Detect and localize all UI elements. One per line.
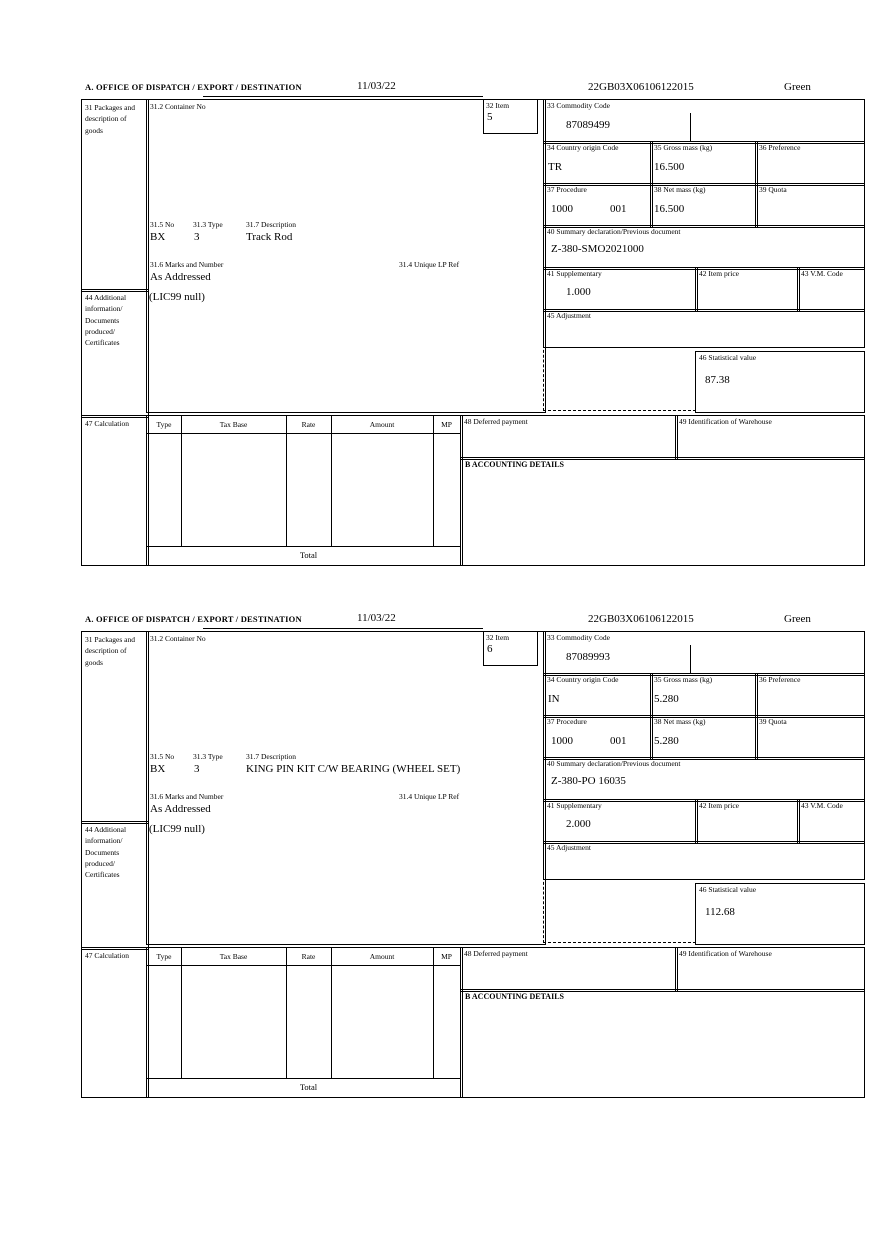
table-total-label: Total bbox=[299, 1082, 318, 1092]
commodity-code-value: 87089993 bbox=[566, 651, 610, 663]
procedure-value: 1000 bbox=[551, 203, 573, 215]
box37-label: 37 Procedure bbox=[547, 185, 587, 194]
box31-7-label: 31.7 Description bbox=[246, 220, 296, 229]
table-header-tax-base: Tax Base bbox=[219, 952, 248, 961]
header-underline bbox=[203, 96, 483, 97]
box46-label: 46 Statistical value bbox=[699, 885, 757, 894]
table-column-rule bbox=[286, 416, 287, 546]
box45-label: 45 Adjustment bbox=[547, 311, 591, 320]
box31-label: 31 Packages and description of goods bbox=[85, 103, 135, 135]
box34-label: 34 Country origin Code bbox=[547, 143, 619, 152]
country-origin-value: TR bbox=[548, 161, 563, 173]
box31-label: 31 Packages and description of goods bbox=[85, 635, 135, 667]
office-of-dispatch-label: A. OFFICE OF DISPATCH / EXPORT / DESTINATION bbox=[85, 82, 302, 92]
table-column-rule bbox=[331, 416, 332, 546]
procedure-ext-value: 001 bbox=[610, 735, 627, 747]
accounting-details-label: B ACCOUNTING DETAILS bbox=[465, 992, 564, 1001]
gross-mass-value: 16.500 bbox=[654, 161, 685, 173]
table-header-rule bbox=[147, 433, 460, 434]
office-of-dispatch-label: A. OFFICE OF DISPATCH / EXPORT / DESTINATION bbox=[85, 614, 302, 624]
box31-7-label: 31.7 Description bbox=[246, 752, 296, 761]
box33-divider-rule bbox=[690, 113, 691, 141]
box38-label: 38 Net mass (kg) bbox=[654, 185, 706, 194]
routing-status: Green bbox=[784, 613, 811, 625]
box45-label: 45 Adjustment bbox=[547, 843, 591, 852]
declaration-reference: 22GB03X06106122015 bbox=[588, 81, 694, 93]
declaration-item-section bbox=[81, 610, 863, 1097]
box31-5-label: 31.5 No bbox=[150, 220, 175, 229]
accounting-details-cell bbox=[460, 989, 865, 1098]
box47-label: 47 Calculation bbox=[85, 951, 129, 960]
box36-label: 36 Preference bbox=[759, 143, 801, 152]
supplementary-units-value: 1.000 bbox=[566, 286, 591, 298]
box38-label: 38 Net mass (kg) bbox=[654, 717, 706, 726]
box31-goods-area bbox=[146, 631, 546, 945]
marks-and-number-value: As Addressed bbox=[150, 803, 211, 815]
box31-6-label: 31.6 Marks and Number bbox=[150, 792, 224, 801]
table-column-rule bbox=[433, 948, 434, 1078]
procedure-value: 1000 bbox=[551, 735, 573, 747]
procedure-ext-value: 001 bbox=[610, 203, 627, 215]
box40-label: 40 Summary declaration/Previous document bbox=[547, 759, 681, 768]
marks-and-number-value: As Addressed bbox=[150, 271, 211, 283]
goods-description-value: Track Rod bbox=[246, 231, 293, 243]
box32-label: 32 Item bbox=[486, 633, 510, 642]
box31-goods-area bbox=[146, 99, 546, 413]
box35-label: 35 Gross mass (kg) bbox=[654, 675, 713, 684]
box48-label: 48 Deferred payment bbox=[464, 417, 528, 426]
goods-description-value: KING PIN KIT C/W BEARING (WHEEL SET) bbox=[246, 763, 461, 775]
box49-label: 49 Identification of Warehouse bbox=[679, 949, 772, 958]
box37-label: 37 Procedure bbox=[547, 717, 587, 726]
box45-adjustment-cell bbox=[543, 841, 865, 880]
commodity-code-value: 87089499 bbox=[566, 119, 610, 131]
box32-label: 32 Item bbox=[486, 101, 510, 110]
routing-status: Green bbox=[784, 81, 811, 93]
box44-label: 44 Additional information/ Documents produced/ Certificates bbox=[85, 293, 127, 347]
box31-3-label: 31.3 Type bbox=[193, 752, 223, 761]
table-total-rule bbox=[147, 1078, 460, 1079]
table-column-rule bbox=[286, 948, 287, 1078]
box31-5-label: 31.5 No bbox=[150, 752, 175, 761]
box43-label: 43 V.M. Code bbox=[801, 801, 843, 810]
box44-additional-info-cell bbox=[81, 821, 149, 950]
previous-document-value: Z-380-PO 16035 bbox=[551, 775, 626, 787]
additional-information-value: (LIC99 null) bbox=[149, 291, 205, 303]
box40-label: 40 Summary declaration/Previous document bbox=[547, 227, 681, 236]
previous-document-value: Z-380-SMO2021000 bbox=[551, 243, 644, 255]
table-header-mp: MP bbox=[441, 952, 452, 961]
table-header-rule bbox=[147, 965, 460, 966]
declaration-item-section bbox=[81, 78, 863, 565]
declaration-date: 11/03/22 bbox=[357, 80, 396, 92]
box49-label: 49 Identification of Warehouse bbox=[679, 417, 772, 426]
box31-4-label: 31.4 Unique LP Ref bbox=[399, 792, 460, 801]
dashed-horizontal-rule bbox=[543, 942, 696, 943]
box31-4-label: 31.4 Unique LP Ref bbox=[399, 260, 460, 269]
calculation-table bbox=[146, 947, 463, 1098]
box33-divider-rule bbox=[690, 645, 691, 673]
table-header-type: Type bbox=[156, 952, 172, 961]
supplementary-units-value: 2.000 bbox=[566, 818, 591, 830]
box36-label: 36 Preference bbox=[759, 675, 801, 684]
declaration-date: 11/03/22 bbox=[357, 612, 396, 624]
box39-label: 39 Quota bbox=[759, 717, 787, 726]
box31-packages-cell bbox=[81, 631, 149, 824]
table-column-rule bbox=[181, 416, 182, 546]
box31-3-label: 31.3 Type bbox=[193, 220, 223, 229]
table-header-rate: Rate bbox=[301, 952, 316, 961]
box31-2-label: 31.2 Container No bbox=[150, 634, 206, 643]
box33-label: 33 Commodity Code bbox=[547, 633, 610, 642]
box47-calculation-label-cell bbox=[81, 415, 149, 566]
box47-label: 47 Calculation bbox=[85, 419, 129, 428]
package-kind-value: BX bbox=[150, 231, 166, 243]
table-total-label: Total bbox=[299, 550, 318, 560]
package-type-value: 3 bbox=[194, 231, 200, 243]
box44-label: 44 Additional information/ Documents produced/ Certificates bbox=[85, 825, 127, 879]
statistical-value: 87.38 bbox=[705, 374, 730, 386]
item-number-value: 5 bbox=[487, 111, 493, 123]
box35-label: 35 Gross mass (kg) bbox=[654, 143, 713, 152]
box39-label: 39 Quota bbox=[759, 185, 787, 194]
table-header-amount: Amount bbox=[369, 952, 395, 961]
calculation-table bbox=[146, 415, 463, 566]
statistical-value: 112.68 bbox=[705, 906, 735, 918]
box34-label: 34 Country origin Code bbox=[547, 675, 619, 684]
box41-label: 41 Supplementary bbox=[547, 269, 602, 278]
box41-label: 41 Supplementary bbox=[547, 801, 602, 810]
table-column-rule bbox=[331, 948, 332, 1078]
net-mass-value: 5.280 bbox=[654, 735, 679, 747]
box43-label: 43 V.M. Code bbox=[801, 269, 843, 278]
declaration-reference: 22GB03X06106122015 bbox=[588, 613, 694, 625]
table-column-rule bbox=[181, 948, 182, 1078]
gross-mass-value: 5.280 bbox=[654, 693, 679, 705]
package-type-value: 3 bbox=[194, 763, 200, 775]
box42-label: 42 Item price bbox=[699, 269, 739, 278]
box47-calculation-label-cell bbox=[81, 947, 149, 1098]
net-mass-value: 16.500 bbox=[654, 203, 685, 215]
accounting-details-cell bbox=[460, 457, 865, 566]
dashed-vertical-rule bbox=[543, 877, 544, 943]
header-underline bbox=[203, 628, 483, 629]
box31-packages-cell bbox=[81, 99, 149, 292]
box46-label: 46 Statistical value bbox=[699, 353, 757, 362]
package-kind-value: BX bbox=[150, 763, 166, 775]
table-column-rule bbox=[433, 416, 434, 546]
country-origin-value: IN bbox=[548, 693, 560, 705]
table-header-mp: MP bbox=[441, 420, 452, 429]
box45-adjustment-cell bbox=[543, 309, 865, 348]
box42-label: 42 Item price bbox=[699, 801, 739, 810]
table-total-rule bbox=[147, 546, 460, 547]
table-header-tax-base: Tax Base bbox=[219, 420, 248, 429]
table-header-rate: Rate bbox=[301, 420, 316, 429]
box31-6-label: 31.6 Marks and Number bbox=[150, 260, 224, 269]
box44-additional-info-cell bbox=[81, 289, 149, 418]
table-header-type: Type bbox=[156, 420, 172, 429]
box31-2-label: 31.2 Container No bbox=[150, 102, 206, 111]
additional-information-value: (LIC99 null) bbox=[149, 823, 205, 835]
dashed-horizontal-rule bbox=[543, 410, 696, 411]
box33-label: 33 Commodity Code bbox=[547, 101, 610, 110]
table-header-amount: Amount bbox=[369, 420, 395, 429]
item-number-value: 6 bbox=[487, 643, 493, 655]
dashed-vertical-rule bbox=[543, 345, 544, 411]
box48-label: 48 Deferred payment bbox=[464, 949, 528, 958]
accounting-details-label: B ACCOUNTING DETAILS bbox=[465, 460, 564, 469]
